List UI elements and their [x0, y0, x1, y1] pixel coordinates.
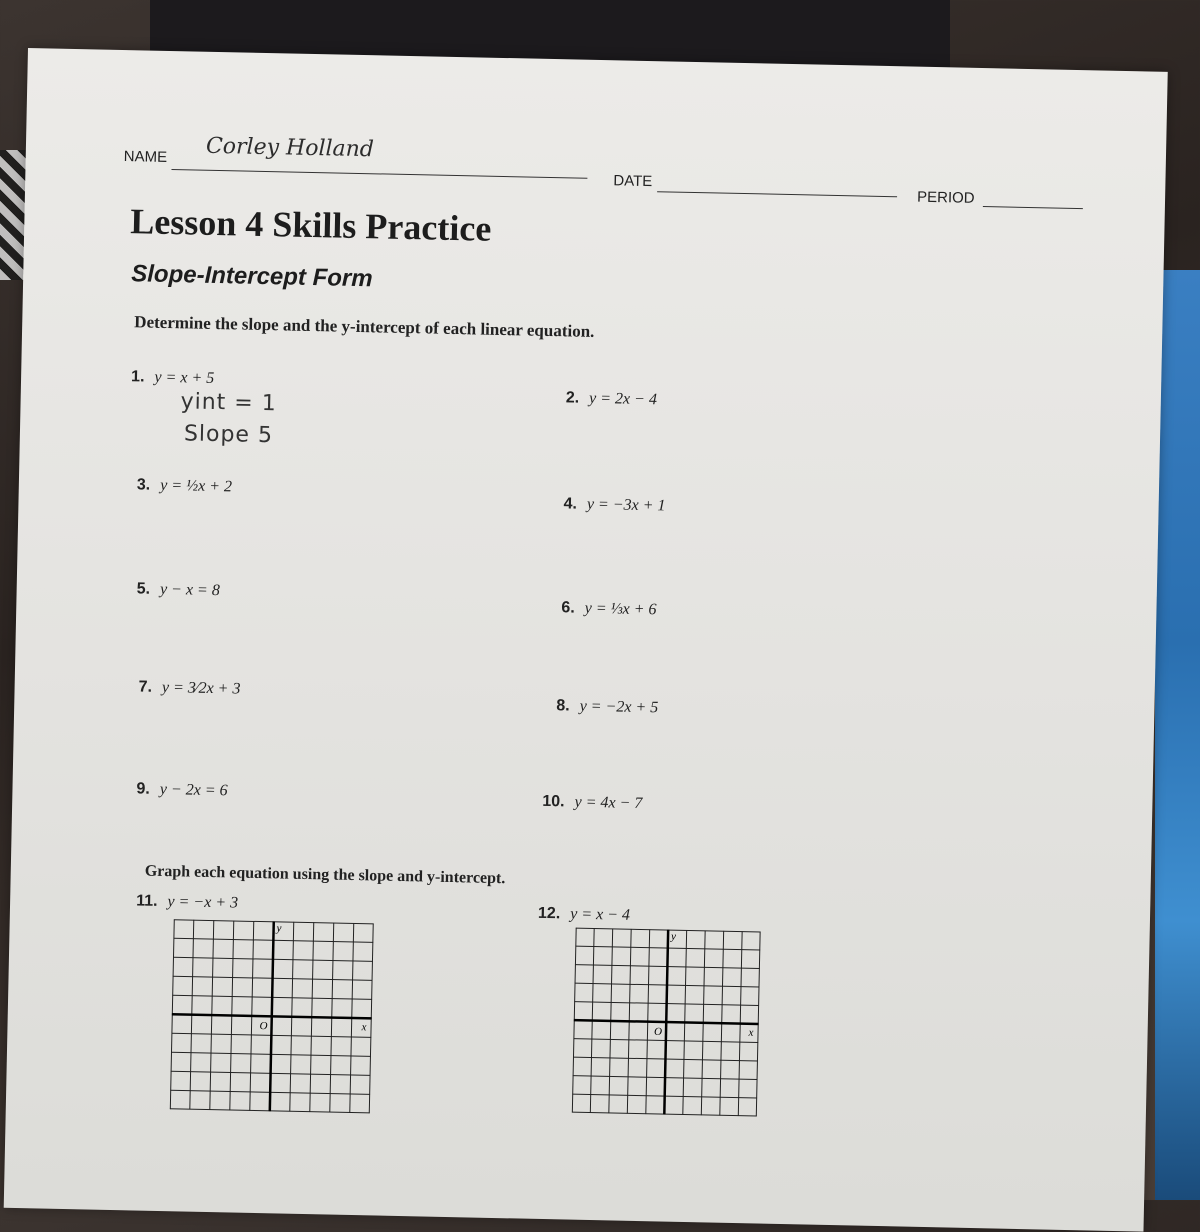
problem-11	[136, 892, 238, 912]
problem-number: 6.	[561, 599, 575, 617]
problem-equation: y = −x + 3	[167, 893, 239, 912]
name-line	[171, 169, 587, 179]
coordinate-grid-12	[572, 928, 761, 1117]
problem-5	[136, 580, 219, 600]
problem-number: 7.	[138, 678, 153, 696]
problem-equation: y = 3⁄2x + 3	[161, 678, 241, 698]
name-label: NAME	[123, 148, 168, 166]
origin-label: O	[653, 1025, 663, 1038]
problem-6	[561, 599, 656, 619]
problem-number: 11.	[135, 892, 158, 910]
problem-number: 8.	[556, 697, 570, 715]
x-axis-label: x	[361, 1021, 367, 1034]
lesson-title: Lesson 4 Skills Practice	[129, 201, 492, 249]
instruction-graph: Graph each equation using the slope and y-intercept.	[144, 862, 506, 888]
problem-number: 3.	[136, 476, 151, 494]
problem-number: 2.	[565, 389, 580, 407]
origin-label: O	[259, 1020, 268, 1033]
y-axis-label: y	[276, 922, 282, 935]
problem-number: 1.	[130, 368, 145, 386]
problem-7	[138, 678, 240, 698]
problem-equation: y − x = 8	[159, 580, 220, 600]
period-line	[983, 206, 1083, 209]
problem-equation: y = 2x − 4	[588, 389, 658, 409]
problem-9	[136, 780, 227, 800]
problem-equation: y = −2x + 5	[579, 697, 659, 717]
problem-equation: y = x − 4	[570, 905, 631, 924]
problem-3	[137, 476, 232, 496]
problem-equation: y = 4x − 7	[574, 793, 643, 813]
problem-number: 5.	[136, 580, 151, 598]
problem-12	[538, 905, 630, 925]
problem-equation: y = ⅓x + 6	[584, 599, 657, 619]
background-book	[1155, 270, 1200, 1200]
problem-4	[563, 495, 665, 515]
handwritten-answer-line1: yint = 1	[180, 389, 277, 417]
grid-svg-11	[170, 919, 374, 1113]
date-label: DATE	[613, 172, 653, 191]
problem-number: 10.	[542, 792, 565, 811]
instruction-slope-intercept: Determine the slope and the y-intercept of each linear equation.	[134, 312, 595, 341]
worksheet-paper	[4, 48, 1168, 1232]
handwritten-answer-line2: Slope 5	[183, 421, 274, 449]
problem-number: 4.	[563, 495, 578, 513]
grid-svg-12	[572, 928, 761, 1117]
handwritten-name: Corley Holland	[205, 133, 375, 163]
lesson-subtitle: Slope-Intercept Form	[131, 260, 373, 293]
problem-2	[566, 389, 657, 409]
problem-equation: y = x + 5	[154, 368, 215, 387]
problem-8	[556, 697, 658, 717]
problem-number: 9.	[136, 780, 151, 798]
y-axis-label: y	[670, 930, 677, 943]
problem-1	[131, 368, 214, 388]
problem-10	[542, 793, 642, 813]
problem-equation: y = −3x + 1	[586, 495, 666, 515]
problem-equation: y = ½x + 2	[160, 476, 233, 496]
period-label: PERIOD	[916, 188, 975, 207]
problem-equation: y − 2x = 6	[159, 780, 228, 800]
coordinate-grid-11	[170, 919, 374, 1113]
date-line	[657, 191, 897, 197]
x-axis-label: x	[748, 1026, 754, 1039]
problem-number: 12.	[537, 904, 561, 923]
